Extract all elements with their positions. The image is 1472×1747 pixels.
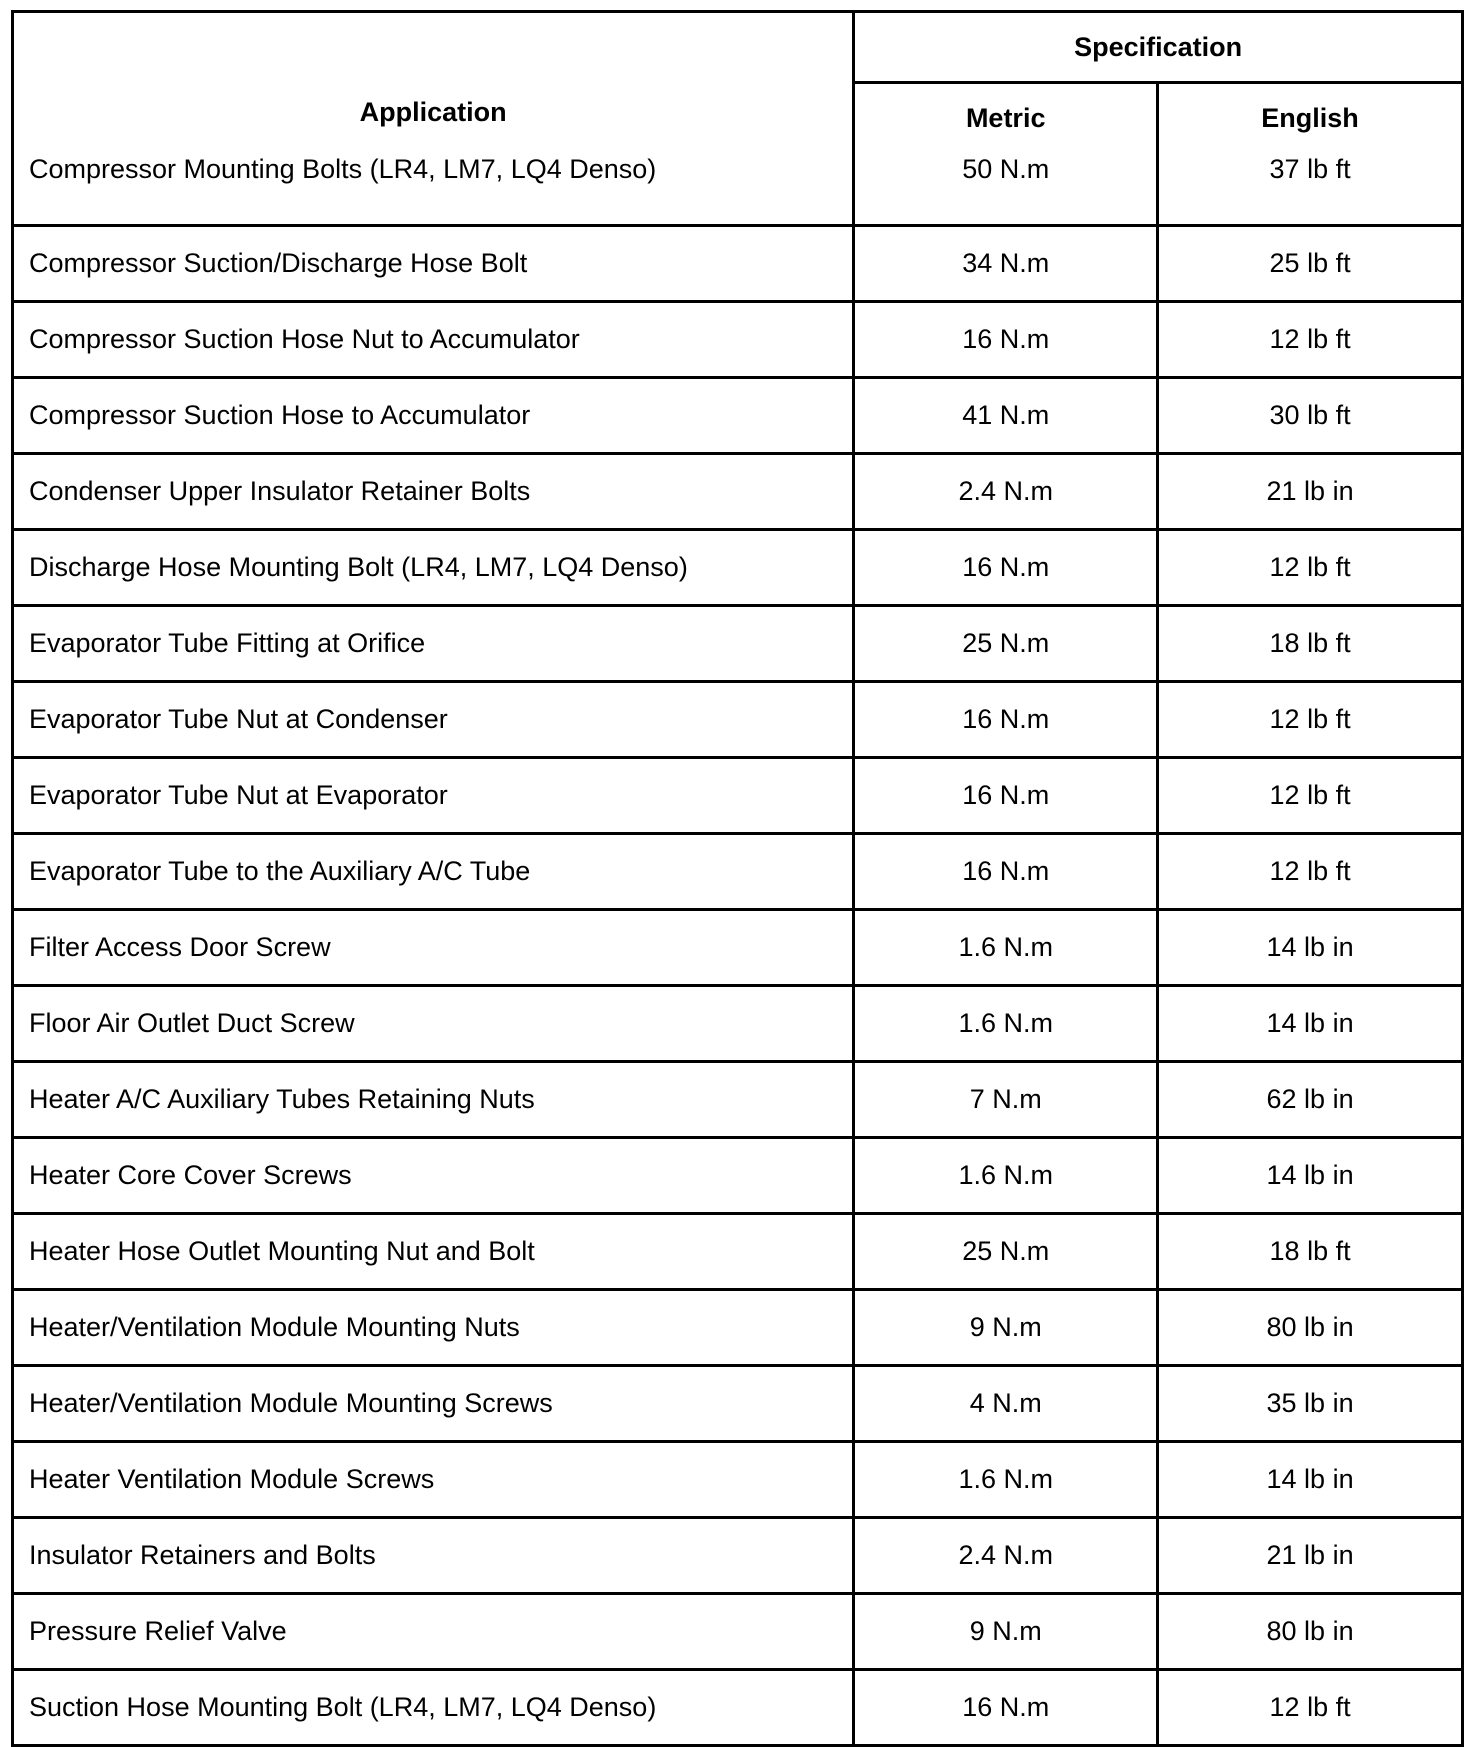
metric-cell: 2.4 N.m [854,454,1158,530]
table-row [13,1518,1463,1594]
metric-cell: 1.6 N.m [854,1138,1158,1214]
application-cell: Pressure Relief Valve [13,1594,854,1670]
english-cell: 12 lb ft [1158,758,1463,834]
metric-cell: 2.4 N.m [854,1518,1158,1594]
application-cell: Evaporator Tube Nut at Condenser [13,682,854,758]
metric-cell: 1.6 N.m [854,986,1158,1062]
metric-header: Metric [854,83,1158,153]
table-row [13,1138,1463,1214]
english-cell: 21 lb in [1158,1518,1463,1594]
table-row [13,986,1463,1062]
metric-cell: 1.6 N.m [854,1442,1158,1518]
english-cell: 37 lb ft [1158,152,1463,226]
application-cell: Evaporator Tube to the Auxiliary A/C Tube [13,834,854,910]
metric-cell: 41 N.m [854,378,1158,454]
english-cell: 14 lb in [1158,986,1463,1062]
english-cell: 30 lb ft [1158,378,1463,454]
metric-cell: 25 N.m [854,1214,1158,1290]
english-cell: 14 lb in [1158,910,1463,986]
metric-cell: 9 N.m [854,1290,1158,1366]
application-cell: Filter Access Door Screw [13,910,854,986]
specification-header: Specification [854,12,1463,83]
application-cell: Compressor Suction/Discharge Hose Bolt [13,226,854,302]
metric-cell: 7 N.m [854,1062,1158,1138]
english-cell: 12 lb ft [1158,302,1463,378]
english-cell: 12 lb ft [1158,530,1463,606]
english-header: English [1158,83,1463,153]
table-row [13,758,1463,834]
table-row [13,454,1463,530]
table-row [13,1366,1463,1442]
table-row [13,530,1463,606]
english-cell: 62 lb in [1158,1062,1463,1138]
application-cell: Heater A/C Auxiliary Tubes Retaining Nuts [13,1062,854,1138]
table-row [13,834,1463,910]
english-cell: 80 lb in [1158,1594,1463,1670]
english-cell: 18 lb ft [1158,606,1463,682]
application-cell: Discharge Hose Mounting Bolt (LR4, LM7, LQ4 Denso) [13,530,854,606]
english-cell: 12 lb ft [1158,834,1463,910]
metric-cell: 16 N.m [854,682,1158,758]
metric-cell: 16 N.m [854,302,1158,378]
english-cell: 25 lb ft [1158,226,1463,302]
table-row [13,226,1463,302]
specification-table [11,10,1464,1747]
table-row [13,606,1463,682]
table-row [13,1062,1463,1138]
application-cell: Compressor Mounting Bolts (LR4, LM7, LQ4 Denso) [13,152,854,226]
application-cell: Evaporator Tube Fitting at Orifice [13,606,854,682]
table-row [13,1670,1463,1746]
table-row [13,1442,1463,1518]
application-header: Application [13,12,854,153]
english-cell: 14 lb in [1158,1138,1463,1214]
table-row [13,378,1463,454]
table-row [13,682,1463,758]
english-cell: 80 lb in [1158,1290,1463,1366]
table-row [13,1214,1463,1290]
application-cell: Suction Hose Mounting Bolt (LR4, LM7, LQ4 Denso) [13,1670,854,1746]
english-cell: 12 lb ft [1158,1670,1463,1746]
application-cell: Heater Ventilation Module Screws [13,1442,854,1518]
metric-cell: 34 N.m [854,226,1158,302]
application-cell: Floor Air Outlet Duct Screw [13,986,854,1062]
english-cell: 21 lb in [1158,454,1463,530]
metric-cell: 16 N.m [854,758,1158,834]
english-cell: 14 lb in [1158,1442,1463,1518]
metric-cell: 1.6 N.m [854,910,1158,986]
application-cell: Compressor Suction Hose to Accumulator [13,378,854,454]
metric-cell: 16 N.m [854,530,1158,606]
english-cell: 18 lb ft [1158,1214,1463,1290]
table-row [13,1594,1463,1670]
application-cell: Heater Hose Outlet Mounting Nut and Bolt [13,1214,854,1290]
metric-cell: 16 N.m [854,1670,1158,1746]
metric-cell: 25 N.m [854,606,1158,682]
table-row [13,152,1463,226]
metric-cell: 9 N.m [854,1594,1158,1670]
metric-cell: 50 N.m [854,152,1158,226]
table-header [13,12,1463,153]
application-cell: Heater/Ventilation Module Mounting Nuts [13,1290,854,1366]
application-cell: Heater/Ventilation Module Mounting Screws [13,1366,854,1442]
application-cell: Evaporator Tube Nut at Evaporator [13,758,854,834]
english-cell: 35 lb in [1158,1366,1463,1442]
english-cell: 12 lb ft [1158,682,1463,758]
metric-cell: 4 N.m [854,1366,1158,1442]
application-cell: Condenser Upper Insulator Retainer Bolts [13,454,854,530]
metric-cell: 16 N.m [854,834,1158,910]
table-row [13,1290,1463,1366]
application-cell: Heater Core Cover Screws [13,1138,854,1214]
table-row [13,910,1463,986]
application-cell: Compressor Suction Hose Nut to Accumulator [13,302,854,378]
table-row [13,302,1463,378]
table-body [13,152,1463,1746]
application-cell: Insulator Retainers and Bolts [13,1518,854,1594]
